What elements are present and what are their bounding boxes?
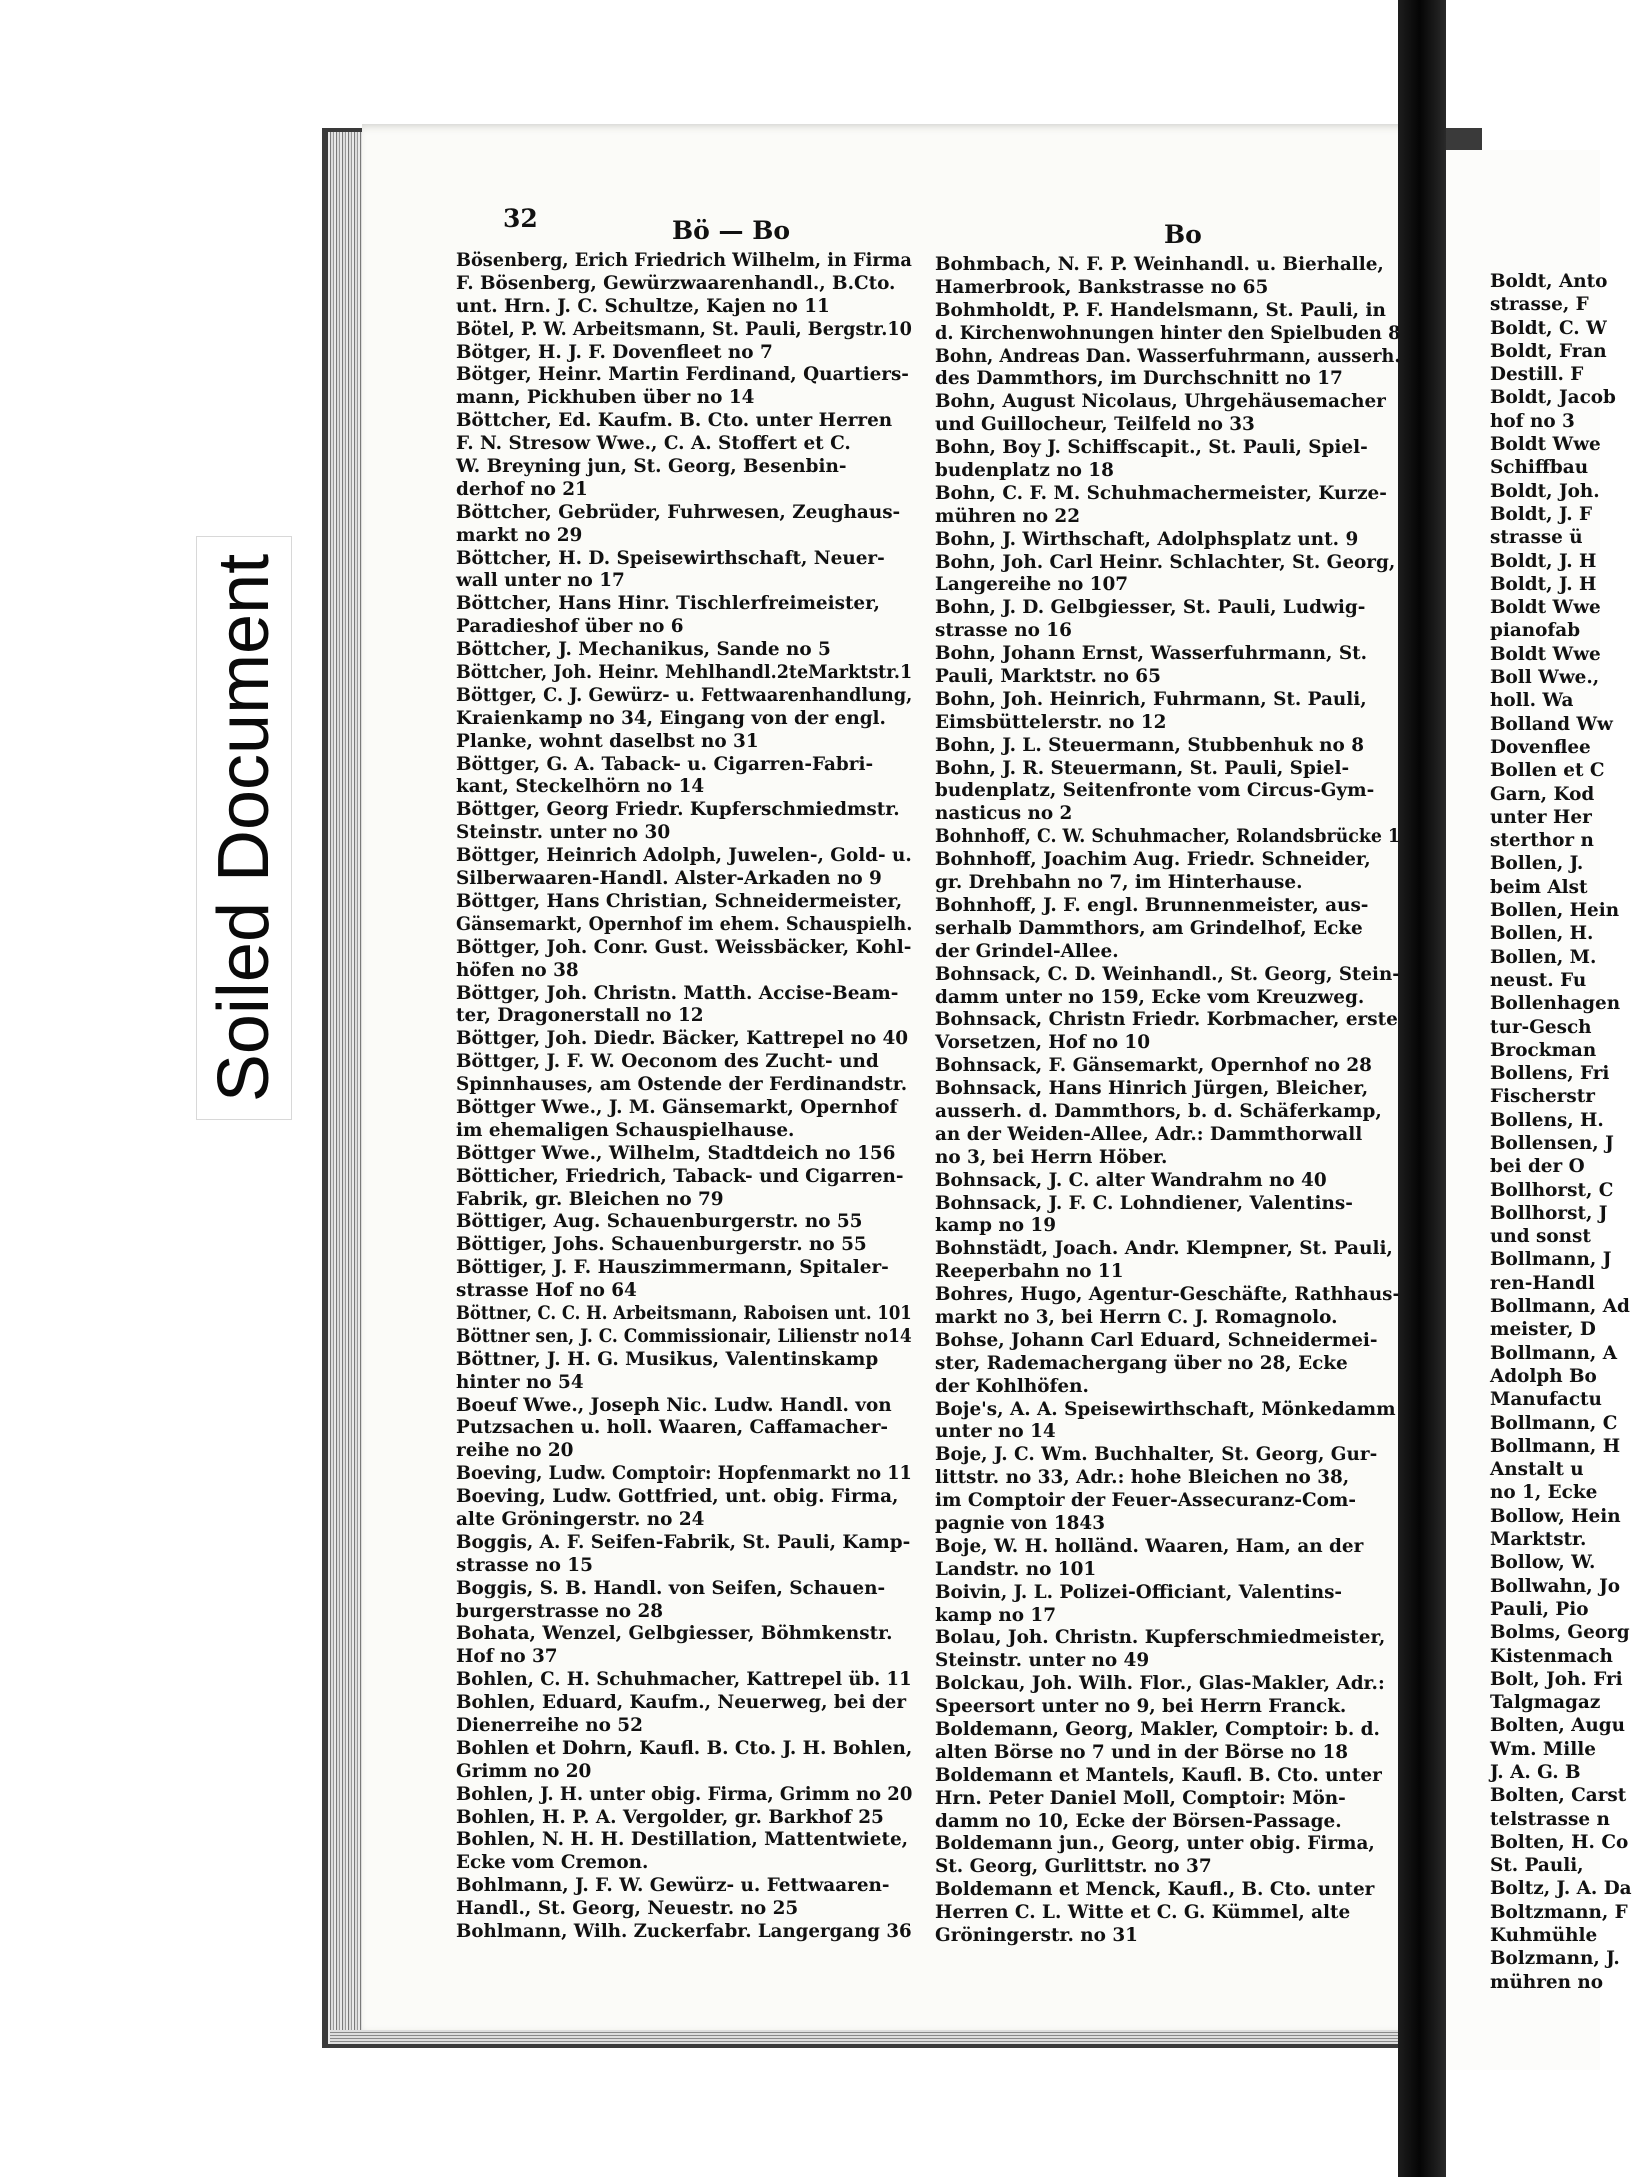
directory-entry-line: Boldt, J. H (1490, 573, 1597, 595)
directory-entry-line: tur-Gesch (1490, 1016, 1592, 1038)
directory-entry-line: Gänsemarkt, Opernhof im ehem. Schauspielh. (456, 913, 913, 935)
directory-entry-line: markt no 29 (456, 524, 583, 546)
directory-entry-line: Böttger, Georg Friedr. Kupferschmiedmstr. (456, 799, 900, 821)
directory-entry-line: Bohlmann, J. F. W. Gewürz- u. Fettwaaren- (456, 1875, 890, 1897)
directory-entry-line: Boeving, Ludw. Gottfried, unt. obig. Firma, (456, 1486, 899, 1508)
directory-entry-line: Bolten, H. Co (1490, 1831, 1629, 1853)
directory-entry-line: Wm. Mille (1490, 1738, 1596, 1760)
directory-entry-line: ausserh. d. Dammthors, b. d. Schäferkamp, (935, 1100, 1382, 1122)
directory-entry-line: wall unter no 17 (456, 570, 625, 592)
directory-entry-line: kamp no 17 (935, 1604, 1057, 1626)
directory-entry-line: Talgmagaz (1490, 1692, 1601, 1714)
directory-entry-line: budenplatz no 18 (935, 460, 1114, 482)
directory-entry-line: Boldt Wwe (1490, 597, 1601, 619)
directory-entry-line: Boje, J. C. Wm. Buchhalter, St. Georg, Gur- (935, 1444, 1378, 1466)
directory-entry-line: Handl., St. Georg, Neuestr. no 25 (456, 1898, 799, 1920)
directory-entry-line: Bohn, Johann Ernst, Wasserfuhrmann, St. (935, 643, 1367, 665)
directory-entry-line: Steinstr. unter no 30 (456, 822, 671, 844)
directory-entry-line: Boeuf Wwe., Joseph Nic. Ludw. Handl. von (456, 1394, 892, 1416)
directory-entry-line: St. Pauli, (1490, 1855, 1584, 1877)
directory-entry-line: Spinnhauses, am Ostende der Ferdinandstr. (456, 1074, 908, 1096)
directory-entry-line: Kistenmach (1490, 1645, 1613, 1667)
directory-entry-line: Bohmholdt, P. F. Handelsmann, St. Pauli, in (935, 299, 1386, 321)
directory-entry-line: Bohmbach, N. F. P. Weinhandl. u. Bierhalle, (935, 254, 1384, 275)
directory-entry-line: Böttcher, J. Mechanikus, Sande no 5 (456, 639, 831, 661)
directory-entry-line: Bohlmann, Wilh. Zuckerfabr. Langergang 36 (456, 1921, 912, 1943)
directory-entry-line: Bohn, J. D. Gelbgiesser, St. Pauli, Ludwig- (935, 597, 1366, 619)
directory-entry-line: Schiffbau (1490, 457, 1589, 479)
directory-entry-line: Gröningerstr. no 31 (935, 1925, 1138, 1947)
directory-entry-line: Marktstr. (1490, 1529, 1587, 1551)
directory-entry-line: Bohlen et Dohrn, Kaufl. B. Cto. J. H. Bohlen, (456, 1737, 913, 1759)
directory-column-1 (456, 250, 912, 1944)
directory-entry-line: Bohn, J. Wirthschaft, Adolphsplatz unt. 9 (935, 528, 1359, 550)
directory-entry-line: J. A. G. B (1490, 1762, 1581, 1783)
directory-entry-line: Bolms, Georg (1490, 1622, 1630, 1644)
directory-entry-line: littstr. no 33, Adr.: hohe Bleichen no 38, (935, 1467, 1350, 1489)
directory-entry-line: Boldt, Fran (1490, 340, 1607, 362)
directory-entry-line: Böttger Wwe., Wilhelm, Stadtdeich no 156 (456, 1142, 896, 1164)
directory-entry-line: gr. Drehbahn no 7, im Hinterhause. (935, 872, 1303, 894)
directory-entry-line: alten Börse no 7 und in der Börse no 18 (935, 1741, 1349, 1763)
directory-entry-line: Böttiger, Aug. Schauenburgerstr. no 55 (456, 1211, 863, 1233)
directory-entry-line: Boivin, J. L. Polizei-Officiant, Valentins- (935, 1581, 1343, 1603)
directory-entry-line: Bollhorst, J (1490, 1202, 1608, 1224)
directory-entry-line: unter Her (1490, 806, 1592, 828)
directory-entry-line: Bohn, Joh. Carl Heinr. Schlachter, St. Georg, (935, 551, 1396, 573)
directory-entry-line: hinter no 54 (456, 1371, 584, 1393)
directory-entry-line: Bohata, Wenzel, Gelbgiesser, Böhmkenstr. (456, 1623, 893, 1645)
directory-entry-line: Böttcher, Ed. Kaufm. B. Cto. unter Herren (456, 410, 893, 432)
directory-entry-line: Bollmann, C (1490, 1412, 1618, 1434)
directory-entry-line: F. N. Stresow Wwe., C. A. Stoffert et C. (456, 433, 851, 455)
directory-entry-line: Putzsachen u. holl. Waaren, Caffamacher- (456, 1417, 889, 1439)
directory-entry-line: Bollen, M. (1490, 946, 1597, 968)
directory-entry-line: Böttcher, H. D. Speisewirthschaft, Neuer- (456, 547, 885, 569)
directory-entry-line: Vorsetzen, Hof no 10 (935, 1032, 1150, 1054)
directory-entry-line: Bohnsack, J. C. alter Wandrahm no 40 (935, 1169, 1327, 1191)
directory-entry-line: Böttner, C. C. H. Arbeitsmann, Raboisen unt. 101 (456, 1302, 912, 1324)
directory-entry-line: Bohnhoff, Joachim Aug. Friedr. Schneider, (935, 849, 1371, 871)
directory-entry-line: Bollen et C (1490, 760, 1605, 782)
directory-entry-line: Paradieshof über no 6 (456, 616, 684, 638)
book-gutter (1398, 0, 1446, 2177)
directory-entry-line: Destill. F (1490, 364, 1584, 386)
directory-entry-line: Bolten, Carst (1490, 1785, 1627, 1807)
directory-entry-line: mann, Pickhuben über no 14 (456, 387, 755, 409)
directory-entry-line: Bohnhoff, C. W. Schuhmacher, Rolandsbrücke 1 (935, 826, 1400, 848)
directory-entry-line: Bolckau, Joh. Wilh. Flor., Glas-Makler, Adr.: (935, 1673, 1385, 1695)
directory-column-2 (935, 254, 1400, 1948)
directory-entry-line: Bötger, H. J. F. Dovenfleet no 7 (456, 341, 773, 363)
directory-entry-line: Bohlen, C. H. Schuhmacher, Kattrepel üb. 11 (456, 1669, 912, 1691)
directory-entry-line: Bötger, Heinr. Martin Ferdinand, Quartiers- (456, 364, 909, 386)
directory-entry-line: ster, Rademachergang über no 28, Ecke (935, 1352, 1348, 1374)
directory-entry-line: Bohn, Andreas Dan. Wasserfuhrmann, ausserh. (935, 345, 1401, 367)
directory-entry-line: Bohnstädt, Joach. Andr. Klempner, St. Pauli, (935, 1238, 1393, 1260)
directory-entry-line: ren-Handl (1490, 1272, 1595, 1294)
directory-entry-line: Landstr. no 101 (935, 1558, 1097, 1580)
directory-entry-line: Bohn, August Nicolaus, Uhrgehäusemacher (935, 391, 1386, 413)
directory-entry-line: Bohnhoff, J. F. engl. Brunnenmeister, aus- (935, 894, 1369, 916)
directory-entry-line: Böttger, Heinrich Adolph, Juwelen-, Gold- u. (456, 845, 912, 867)
directory-entry-line: Dienerreihe no 52 (456, 1715, 643, 1736)
page-bottom-edges (330, 2030, 1442, 2044)
directory-entry-line: Boeving, Ludw. Comptoir: Hopfenmarkt no 11 (456, 1463, 912, 1485)
directory-entry-line: Adolph Bo (1490, 1365, 1597, 1387)
directory-entry-line: Böttcher, Joh. Heinr. Mehlhandl.2teMarktstr.1 (456, 662, 913, 684)
directory-entry-line: Grimm no 20 (456, 1760, 592, 1782)
directory-entry-line: Bohn, Boy J. Schiffscapit., St. Pauli, Spiel- (935, 437, 1368, 459)
directory-entry-line: Boggis, A. F. Seifen-Fabrik, St. Pauli, Kamp- (456, 1531, 911, 1553)
directory-entry-line: Ecke vom Cremon. (456, 1852, 649, 1874)
directory-entry-line: Boldt, Anto (1490, 271, 1608, 292)
directory-entry-line: im ehemaligen Schauspielhause. (456, 1119, 795, 1141)
directory-entry-line: ter, Dragonerstall no 12 (456, 1005, 704, 1027)
running-header-right: Bo (1164, 220, 1202, 249)
directory-entry-line: Planke, wohnt daselbst no 31 (456, 730, 759, 752)
directory-entry-line: Hof no 37 (456, 1646, 558, 1668)
directory-entry-line: Bollen, H. (1490, 923, 1594, 945)
directory-entry-line: Böttner, J. H. G. Musikus, Valentinskamp (456, 1348, 879, 1370)
directory-entry-line: Bollens, H. (1490, 1109, 1604, 1131)
directory-entry-line: Boldt Wwe (1490, 643, 1601, 665)
directory-entry-line: Boggis, S. B. Handl. von Seifen, Schauen- (456, 1577, 886, 1599)
directory-entry-line: Anstalt u (1490, 1459, 1584, 1481)
directory-entry-line: unter no 14 (935, 1421, 1056, 1443)
directory-entry-line: Hamerbrook, Bankstrasse no 65 (935, 276, 1269, 298)
directory-entry-line: Bohn, Joh. Heinrich, Fuhrmann, St. Pauli, (935, 688, 1367, 710)
directory-entry-line: telstrasse n (1490, 1808, 1610, 1830)
directory-entry-line: Bohnsack, J. F. C. Lohndiener, Valentins- (935, 1192, 1353, 1214)
directory-entry-line: strasse no 16 (935, 620, 1072, 642)
directory-entry-line: Böttiger, J. F. Hauszimmermann, Spitaler- (456, 1257, 889, 1279)
directory-entry-line: Bolland Ww (1490, 713, 1613, 735)
directory-entry-line: Manufactu (1490, 1389, 1602, 1411)
directory-entry-line: Boldt Wwe (1490, 434, 1601, 456)
directory-entry-line: Bollmann, A (1490, 1342, 1617, 1364)
directory-entry-line: meister, D (1490, 1319, 1596, 1341)
directory-entry-line: strasse, F (1490, 294, 1589, 316)
directory-entry-line: Pauli, Marktstr. no 65 (935, 666, 1161, 688)
directory-entry-line: Böttger, J. F. W. Oeconom des Zucht- und (456, 1051, 879, 1073)
directory-entry-line: Boje, W. H. holländ. Waaren, Ham, an der (935, 1535, 1364, 1557)
directory-entry-line: burgerstrasse no 28 (456, 1600, 664, 1622)
directory-entry-line: F. Bösenberg, Gewürzwaarenhandl., B.Cto. (456, 272, 896, 294)
page-number: 32 (503, 204, 538, 233)
directory-entry-line: Kuhmühle (1490, 1925, 1598, 1947)
directory-entry-line: Boldt, Jacob (1490, 387, 1616, 409)
directory-entry-line: mühren no (1490, 1971, 1604, 1993)
directory-entry-line: Böttiger, Johs. Schauenburgerstr. no 55 (456, 1234, 867, 1256)
directory-entry-line: Boldt, C. W (1490, 317, 1607, 339)
directory-entry-line: Eimsbüttelerstr. no 12 (935, 711, 1167, 733)
directory-entry-line: und Guillocheur, Teilfeld no 33 (935, 414, 1255, 436)
running-header-left: Bö — Bo (672, 216, 791, 245)
directory-entry-line: Boje's, A. A. Speisewirthschaft, Mönkedamm (935, 1398, 1396, 1420)
directory-entry-line: mühren no 22 (935, 505, 1080, 527)
directory-entry-line: no 1, Ecke (1490, 1482, 1598, 1504)
directory-entry-line: budenplatz, Seitenfronte vom Circus-Gym- (935, 780, 1375, 802)
directory-entry-line: der Kohlhöfen. (935, 1375, 1089, 1397)
directory-entry-line: damm no 10, Ecke der Börsen-Passage. (935, 1810, 1342, 1832)
directory-entry-line: Boll Wwe., (1490, 667, 1600, 689)
directory-entry-line: serhalb Dammthors, am Grindelhof, Ecke (935, 917, 1363, 939)
directory-entry-line: Garn, Kod (1490, 783, 1595, 805)
directory-entry-line: Fabrik, gr. Bleichen no 79 (456, 1188, 724, 1210)
directory-entry-line: an der Weiden-Allee, Adr.: Dammthorwall (935, 1123, 1363, 1145)
directory-entry-line: unt. Hrn. J. C. Schultze, Kajen no 11 (456, 295, 830, 317)
directory-entry-line: holl. Wa (1490, 690, 1574, 712)
directory-entry-line: Bollmann, J (1490, 1249, 1612, 1271)
directory-entry-line: Bollensen, J (1490, 1132, 1614, 1154)
scan-label: Soiled Document (204, 553, 284, 1103)
directory-entry-line: des Dammthors, im Durchschnitt no 17 (935, 368, 1343, 390)
page-edges (328, 132, 364, 2044)
directory-entry-line: derhof no 21 (456, 478, 588, 500)
directory-entry-line: Böttcher, Gebrüder, Fuhrwesen, Zeughaus- (456, 501, 901, 523)
directory-entry-line: strasse Hof no 64 (456, 1280, 637, 1302)
directory-entry-line: Reeperbahn no 11 (935, 1261, 1124, 1283)
directory-entry-line: Böttger, C. J. Gewürz- u. Fettwaarenhandlung, (456, 684, 913, 706)
directory-entry-line: Bollenhagen (1490, 993, 1621, 1015)
directory-entry-line: nasticus no 2 (935, 803, 1073, 825)
directory-entry-line: Böttner sen, J. C. Commissionair, Lilienstr no14 (456, 1325, 912, 1347)
directory-entry-line: Brockman (1490, 1039, 1597, 1061)
directory-entry-line: und sonst (1490, 1226, 1591, 1248)
directory-entry-line: Kraienkamp no 34, Eingang von der engl. (456, 707, 886, 729)
directory-entry-line: Herren C. L. Witte et C. G. Kümmel, alte (935, 1902, 1351, 1924)
directory-entry-line: Bötel, P. W. Arbeitsmann, St. Pauli, Bergstr.10 (456, 318, 912, 340)
directory-entry-line: alte Gröningerstr. no 24 (456, 1508, 705, 1530)
directory-entry-line: damm unter no 159, Ecke vom Kreuzweg. (935, 986, 1365, 1008)
directory-entry-line: Bolt, Joh. Fri (1490, 1668, 1623, 1690)
directory-entry-line: Bollmann, H (1490, 1435, 1621, 1457)
directory-entry-line: kant, Steckelhörn no 14 (456, 776, 705, 798)
directory-entry-line: Bollmann, Ad (1490, 1296, 1630, 1318)
directory-entry-line: Bohn, J. R. Steuermann, St. Pauli, Spiel- (935, 757, 1350, 779)
directory-entry-line: Boldt, J. H (1490, 550, 1597, 572)
directory-entry-line: hof no 3 (1490, 410, 1575, 432)
directory-entry-line: Böttger, Joh. Diedr. Bäcker, Kattrepel no 40 (456, 1028, 909, 1050)
directory-entry-line: markt no 3, bei Herrn C. J. Romagnolo. (935, 1306, 1338, 1328)
directory-entry-line: Bösenberg, Erich Friedrich Wilhelm, in Firma (456, 250, 912, 271)
directory-entry-line: Bohlen, Eduard, Kaufm., Neuerweg, bei der (456, 1692, 907, 1714)
directory-entry-line: Langereihe no 107 (935, 574, 1129, 596)
directory-entry-line: Böttger Wwe., J. M. Gänsemarkt, Opernhof (456, 1096, 898, 1118)
directory-entry-line: Silberwaaren-Handl. Alster-Arkaden no 9 (456, 868, 882, 890)
directory-entry-line: Bollens, Fri (1490, 1063, 1610, 1085)
directory-entry-line: no 3, bei Herrn Höber. (935, 1146, 1168, 1168)
directory-entry-line: beim Alst (1490, 876, 1588, 898)
directory-entry-line: Bollen, Hein (1490, 900, 1620, 922)
directory-entry-line: reihe no 20 (456, 1440, 574, 1462)
directory-entry-line: strasse ü (1490, 527, 1583, 549)
directory-entry-line: Dovenflee (1490, 736, 1591, 758)
directory-entry-line: Böttger, Hans Christian, Schneidermeister, (456, 890, 903, 912)
directory-entry-line: Bohn, C. F. M. Schuhmachermeister, Kurze- (935, 482, 1387, 504)
directory-entry-line: Boldemann et Mantels, Kaufl. B. Cto. unter (935, 1764, 1382, 1786)
directory-entry-line: Boldt, Joh. (1490, 480, 1600, 502)
directory-entry-line: Böttcher, Hans Hinr. Tischlerfreimeister, (456, 593, 880, 615)
directory-entry-line: kamp no 19 (935, 1215, 1057, 1237)
directory-entry-line: Bolzmann, J. (1490, 1948, 1620, 1970)
directory-entry-line: Fischerstr (1490, 1086, 1595, 1108)
directory-entry-line: bei der O (1490, 1156, 1585, 1178)
directory-entry-line: pagnie von 1843 (935, 1512, 1106, 1534)
directory-entry-line: W. Breyning jun, St. Georg, Besenbin- (456, 456, 847, 478)
directory-entry-line: Bolten, Augu (1490, 1715, 1626, 1737)
directory-entry-line: Bohlen, J. H. unter obig. Firma, Grimm no 20 (456, 1783, 913, 1805)
directory-entry-line: Steinstr. unter no 49 (935, 1650, 1150, 1672)
directory-entry-line: Bolau, Joh. Christn. Kupferschmiedmeister, (935, 1627, 1386, 1649)
directory-entry-line: Bohn, J. L. Steuermann, Stubbenhuk no 8 (935, 734, 1364, 756)
directory-entry-line: Bötticher, Friedrich, Taback- und Cigarren- (456, 1165, 904, 1187)
directory-entry-line: Böttger, G. A. Taback- u. Cigarren-Fabri- (456, 753, 874, 775)
directory-entry-line: Bollow, Hein (1490, 1505, 1621, 1527)
directory-entry-line: Bollhorst, C (1490, 1179, 1614, 1201)
directory-entry-line: Bohnsack, C. D. Weinhandl., St. Georg, Stein- (935, 963, 1400, 985)
directory-entry-line: Bollen, J. (1490, 853, 1584, 875)
directory-entry-line: neust. Fu (1490, 969, 1587, 991)
directory-entry-line: St. Georg, Gurlittstr. no 37 (935, 1856, 1212, 1878)
directory-entry-line: Böttger, Joh. Conr. Gust. Weissbäcker, Kohl- (456, 936, 912, 958)
directory-entry-line: Boldemann, Georg, Makler, Comptoir: b. d. (935, 1719, 1380, 1740)
directory-entry-line: Boldt, J. F (1490, 503, 1593, 525)
directory-entry-line: Bohnsack, Hans Hinrich Jürgen, Bleicher, (935, 1078, 1369, 1100)
directory-entry-line: sterthor n (1490, 830, 1594, 852)
directory-entry-line: Bollwahn, Jo (1490, 1575, 1621, 1597)
directory-entry-line: Bohnsack, F. Gänsemarkt, Opernhof no 28 (935, 1055, 1372, 1077)
directory-entry-line: Speersort unter no 9, bei Herrn Franck. (935, 1696, 1347, 1718)
directory-entry-line: Boltz, J. A. Da (1490, 1878, 1632, 1900)
directory-entry-line: Boldemann et Menck, Kaufl., B. Cto. unter (935, 1879, 1375, 1901)
directory-entry-line: strasse no 15 (456, 1554, 593, 1576)
directory-entry-line: im Comptoir der Feuer-Assecuranz-Com- (935, 1490, 1356, 1512)
directory-entry-line: Bohlen, N. H. H. Destillation, Mattentwiete, (456, 1829, 909, 1851)
directory-entry-line: Boltzmann, F (1490, 1901, 1628, 1923)
directory-entry-line: pianofab (1490, 620, 1581, 642)
directory-entry-line: Böttger, Joh. Christn. Matth. Accise-Beam- (456, 982, 899, 1004)
directory-entry-line: Bollow, W. (1490, 1552, 1596, 1574)
directory-entry-line: Pauli, Pio (1490, 1598, 1589, 1620)
directory-entry-line: Bohnsack, Christn Friedr. Korbmacher, erste (935, 1009, 1398, 1031)
directory-entry-line: Bohse, Johann Carl Eduard, Schneidermei- (935, 1329, 1378, 1351)
directory-column-facing (1490, 270, 1632, 1994)
directory-entry-line: d. Kirchenwohnungen hinter den Spielbuden 8 (935, 322, 1401, 344)
directory-entry-line: Hrn. Peter Daniel Moll, Comptoir: Mön- (935, 1787, 1346, 1809)
directory-entry-line: höfen no 38 (456, 959, 579, 981)
directory-entry-line: Bohlen, H. P. A. Vergolder, gr. Barkhof 25 (456, 1806, 884, 1828)
directory-entry-line: Bohres, Hugo, Agentur-Geschäfte, Rathhaus- (935, 1284, 1401, 1306)
directory-entry-line: Boldemann jun., Georg, unter obig. Firma, (935, 1833, 1375, 1855)
directory-entry-line: der Grindel-Allee. (935, 940, 1119, 962)
